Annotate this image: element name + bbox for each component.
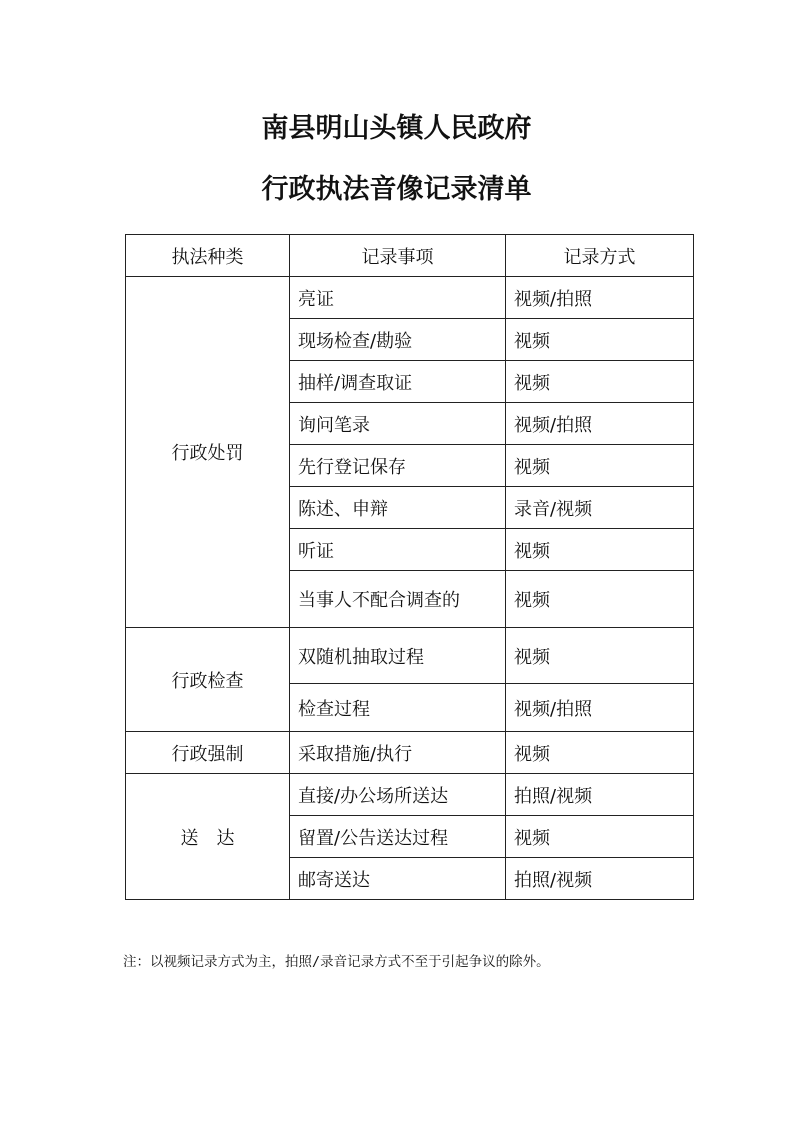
method-cell: 拍照/视频	[506, 774, 694, 816]
table-row	[126, 732, 694, 774]
item-cell: 检查过程	[290, 684, 506, 732]
item-cell: 陈述、申辩	[290, 487, 506, 529]
item-cell: 现场检查/勘验	[290, 319, 506, 361]
record-list-table	[125, 234, 694, 900]
method-cell: 视频	[506, 732, 694, 774]
method-cell: 视频/拍照	[506, 684, 694, 732]
item-cell: 当事人不配合调查的	[290, 571, 506, 628]
table-row	[126, 774, 694, 816]
method-cell: 视频	[506, 529, 694, 571]
method-cell: 视频	[506, 816, 694, 858]
method-cell: 视频	[506, 445, 694, 487]
method-cell: 视频	[506, 571, 694, 628]
item-cell: 亮证	[290, 277, 506, 319]
footnote: 注：以视频记录方式为主，拍照/录音记录方式不至于引起争议的除外。	[123, 954, 550, 970]
method-cell: 视频	[506, 628, 694, 684]
item-cell: 留置/公告送达过程	[290, 816, 506, 858]
item-cell: 直接/办公场所送达	[290, 774, 506, 816]
item-cell: 听证	[290, 529, 506, 571]
item-cell: 邮寄送达	[290, 858, 506, 900]
header-method: 记录方式	[506, 235, 694, 277]
item-cell: 询问笔录	[290, 403, 506, 445]
category-cell: 行政检查	[126, 628, 290, 732]
item-cell: 双随机抽取过程	[290, 628, 506, 684]
category-cell: 送 达	[126, 774, 290, 900]
method-cell: 视频/拍照	[506, 277, 694, 319]
category-cell: 行政处罚	[126, 277, 290, 628]
method-cell: 录音/视频	[506, 487, 694, 529]
table-row	[126, 277, 694, 319]
category-cell: 行政强制	[126, 732, 290, 774]
method-cell: 视频	[506, 361, 694, 403]
item-cell: 抽样/调查取证	[290, 361, 506, 403]
header-item: 记录事项	[290, 235, 506, 277]
header-category: 执法种类	[126, 235, 290, 277]
method-cell: 视频/拍照	[506, 403, 694, 445]
table-header-row	[126, 235, 694, 277]
item-cell: 采取措施/执行	[290, 732, 506, 774]
table-row	[126, 628, 694, 684]
item-cell: 先行登记保存	[290, 445, 506, 487]
document-subtitle: 行政执法音像记录清单	[261, 174, 532, 205]
method-cell: 拍照/视频	[506, 858, 694, 900]
method-cell: 视频	[506, 319, 694, 361]
document-title: 南县明山头镇人民政府	[261, 113, 532, 144]
